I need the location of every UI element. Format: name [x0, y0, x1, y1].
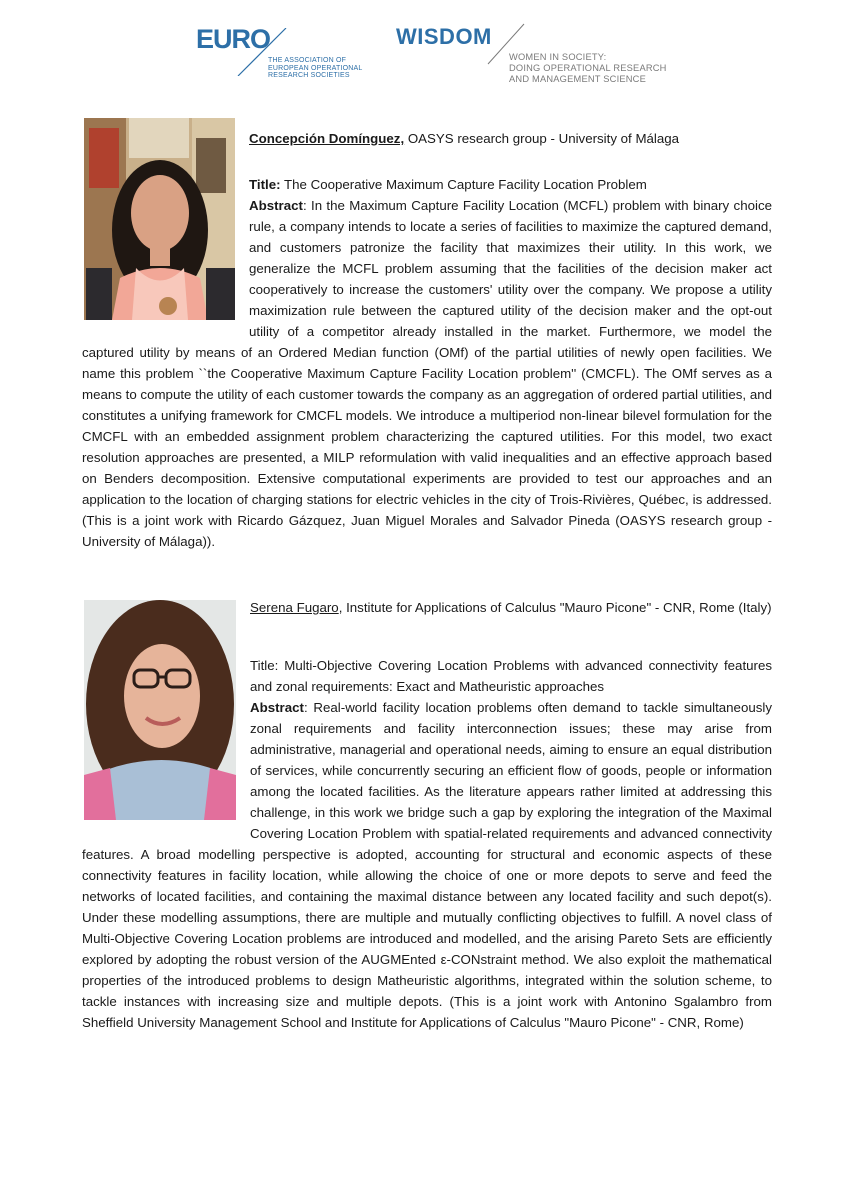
title-text: : Multi-Objective Covering Location Problems with advanced connectivity features and zonal requirements: Exact and Matheuristic approaches: [250, 658, 772, 694]
wisdom-logo-subtitle: [509, 52, 667, 85]
abstract-text: : Real-world facility location problems often demand to tackle simultaneously zonal requirements and facility interconnection issues; these may arise from administrative, managerial and operational needs, aiming to ensure an equal distribution of services, while concurrently securing an efficient flow of goods, people or information among the located facilities. As the literature appears rather limited at addressing this challenge, in this work we bridge such a gap by exploring the integration of the Maximal Covering Location Problem with spatial-related requirements and advanced connectivity features. A broad modelling perspective is adopted, accounting for structural and economic aspects of these connectivity features in facility location, while allowing the choice of one or more depots to serve and feed the networks of located facilities, and containing the maximal distance between any located facility and such depot(s). Under these modelling assumptions, there are multiple and mutually conflicting objectives to fulfill. A novel class of Multi-Objective Covering Location problems are introduced and modelled, and the arising Pareto Sets are efficiently explored by adopting the robust version of the AUGMEnted ε-CONstraint method. We also exploit the mathematical properties of the introduced problems to design Matheuristic algorithms, integrated within the solution scheme, to tackle instances with increasing size and multiple depots. (This is a joint work with Antonino Sgalambro from Sheffield University Management School and Institute for Applications of Calculus "Mauro Picone" - CNR, Rome): [82, 700, 772, 1030]
euro-logo-mark-text: EURO: [196, 24, 271, 54]
wisdom-subtitle-line: AND MANAGEMENT SCIENCE: [509, 74, 646, 84]
speaker-header-dominguez: [249, 128, 774, 149]
speaker-affiliation: OASYS research group - University of Málaga: [404, 131, 680, 146]
title-label: Title: [250, 658, 275, 673]
abstract-label: Abstract: [249, 198, 303, 213]
photo-spacer: [82, 174, 249, 342]
wisdom-logo: [396, 20, 676, 86]
speaker-name: Concepción Domínguez,: [249, 131, 405, 146]
title-label: Title:: [249, 177, 281, 192]
speaker-body-dominguez: [82, 174, 772, 552]
euro-subtitle-line: EUROPEAN OPERATIONAL: [268, 64, 363, 72]
title-text: The Cooperative Maximum Capture Facility Location Problem: [280, 177, 647, 192]
wisdom-logo-mark: WISDOM: [396, 24, 492, 49]
abstract-text: : In the Maximum Capture Facility Location (MCFL) problem with binary choice rule, a company intends to locate a series of facilities to maximize the captured demand, and customers patronize the facility that maximizes their utility. In this work, we generalize the MCFL problem assuming that the facilities of the decision maker act cooperatively to increase the customers' utility over the company. We propose a utility maximization rule between the captured utility of the decision maker and the opt-out utility of a competitor already installed in the market. Furthermore, we model the captured utility by means of an Ordered Median function (OMf) of the partial utilities of newly open facilities. We name this problem ``the Cooperative Maximum Capture Facility Location problem'' (CMCFL). The OMf serves as a means to compute the utility of each customer towards the company as an aggregation of ordered partial utilities, and constitutes a unifying framework for CMCFL models. We introduce a multiperiod non-linear bilevel formulation for the CMCFL with an embedded assignment problem characterizing the captured utilities. For this model, two exact resolution approaches are presented, a MILP reformulation with valid inequalities and an effective approach based on Benders decomposition. Extensive computational experiments are provided to test our approaches and an application to the location of charging stations for electric vehicles in the city of Trois-Rivières, Québec, is addressed. (This is a joint work with Ricardo Gázquez, Juan Miguel Morales and Salvador Pineda (OASYS research group - University of Málaga)).: [82, 198, 772, 549]
speaker-name: Serena Fugaro: [250, 600, 339, 615]
speaker-body-fugaro: [82, 655, 772, 1033]
euro-logo-subtitle: [268, 57, 363, 80]
speaker-affiliation: , Institute for Applications of Calculus "Mauro Picone" - CNR, Rome (Italy): [338, 600, 772, 615]
photo-spacer: [82, 655, 250, 844]
wisdom-subtitle-line: DOING OPERATIONAL RESEARCH: [509, 63, 667, 73]
euro-subtitle-line: THE ASSOCIATION OF: [268, 57, 347, 64]
wisdom-subtitle-line: WOMEN IN SOCIETY:: [509, 52, 607, 62]
speaker-header-fugaro: [250, 597, 772, 618]
euro-logo: [196, 24, 366, 84]
euro-subtitle-line: RESEARCH SOCIETIES: [268, 72, 350, 80]
abstract-label: Abstract: [250, 700, 304, 715]
